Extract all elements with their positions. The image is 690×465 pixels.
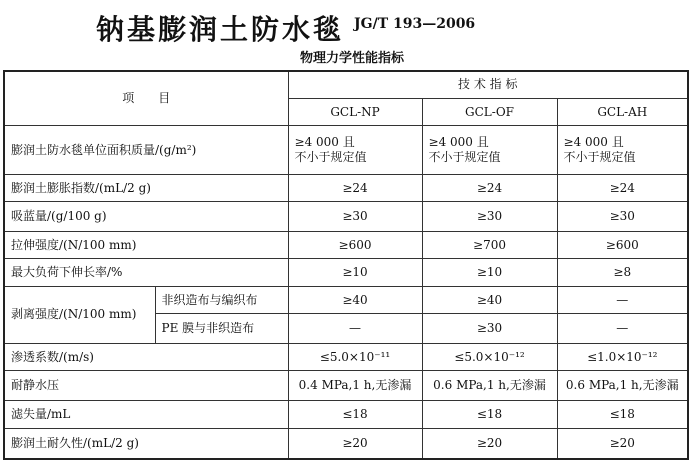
row-label: 剥离强度/(N/100 mm) [4, 286, 155, 343]
table-row [4, 126, 688, 174]
cell-line: ≥4 000 且 [563, 135, 624, 150]
cell-value: ≥30 [422, 202, 557, 232]
cell-value: — [288, 314, 422, 344]
cell-value: — [557, 286, 688, 313]
row-label: 渗透系数/(m/s) [4, 344, 288, 371]
cell-value: ≥700 [422, 231, 557, 258]
cell-line: 不小于规定值 [428, 150, 501, 165]
table-row [4, 344, 688, 371]
table-row [4, 259, 688, 286]
cell-value: ≥30 [422, 314, 557, 344]
cell-line: 不小于规定值 [563, 150, 636, 165]
row-label: 耐静水压 [4, 371, 288, 401]
cell-value: ≥30 [288, 202, 422, 232]
cell-line: ≥4 000 且 [294, 135, 355, 150]
cell-value: ≥20 [557, 428, 688, 459]
row-label: 最大负荷下伸长率/% [4, 259, 288, 286]
cell-value: ≤1.0×10⁻¹² [557, 344, 688, 371]
cell-value [557, 126, 688, 174]
cell-value: ≥24 [288, 174, 422, 201]
row-label: 吸蓝量/(g/100 g) [4, 202, 288, 232]
cell-value [422, 126, 557, 174]
table-caption: 物理力学性能指标 [300, 51, 405, 66]
cell-value [288, 126, 422, 174]
row-sublabel: PE 膜与非织造布 [155, 314, 288, 344]
table-row [4, 202, 688, 232]
header-col-of: GCL-OF [422, 98, 557, 125]
cell-line: ≥4 000 且 [428, 135, 489, 150]
header-col-ah: GCL-AH [557, 98, 688, 125]
row-sublabel: 非织造布与编织布 [155, 286, 288, 313]
cell-value: ≥40 [422, 286, 557, 313]
cell-value: ≤5.0×10⁻¹¹ [288, 344, 422, 371]
row-label: 膨润土防水毯单位面积质量/(g/m²) [4, 126, 288, 174]
cell-value: ≥24 [557, 174, 688, 201]
spec-table [3, 70, 689, 460]
cell-value: 0.4 MPa,1 h,无渗漏 [288, 371, 422, 401]
row-label: 拉伸强度/(N/100 mm) [4, 231, 288, 258]
cell-value: ≥24 [422, 174, 557, 201]
cell-value: ≥10 [288, 259, 422, 286]
cell-value: ≤18 [422, 401, 557, 428]
table-row [4, 174, 688, 201]
row-label: 滤失量/mL [4, 401, 288, 428]
header-row [4, 71, 688, 98]
table-row [4, 401, 688, 428]
standard-code: JG/T 193—2006 [354, 16, 476, 32]
cell-value: ≥8 [557, 259, 688, 286]
header-col-np: GCL-NP [288, 98, 422, 125]
cell-value: ≥600 [288, 231, 422, 258]
cell-value: 0.6 MPa,1 h,无渗漏 [557, 371, 688, 401]
cell-line: 不小于规定值 [294, 150, 367, 165]
cell-value: ≥20 [422, 428, 557, 459]
table-row [4, 371, 688, 401]
page-title: 钠基膨润土防水毯 [96, 13, 345, 46]
cell-value: ≤18 [557, 401, 688, 428]
table-row [4, 286, 688, 313]
cell-value: ≥10 [422, 259, 557, 286]
cell-value: ≤18 [288, 401, 422, 428]
cell-value: ≥20 [288, 428, 422, 459]
row-label: 膨润土耐久性/(mL/2 g) [4, 428, 288, 459]
table-row [4, 231, 688, 258]
cell-value: ≥40 [288, 286, 422, 313]
row-label: 膨润土膨胀指数/(mL/2 g) [4, 174, 288, 201]
header-item: 项 目 [4, 71, 288, 126]
cell-value: ≥30 [557, 202, 688, 232]
cell-value: ≥600 [557, 231, 688, 258]
cell-value: — [557, 314, 688, 344]
table-row [4, 428, 688, 459]
cell-value: 0.6 MPa,1 h,无渗漏 [422, 371, 557, 401]
cell-value: ≤5.0×10⁻¹² [422, 344, 557, 371]
header-spec: 技 术 指 标 [288, 71, 688, 98]
